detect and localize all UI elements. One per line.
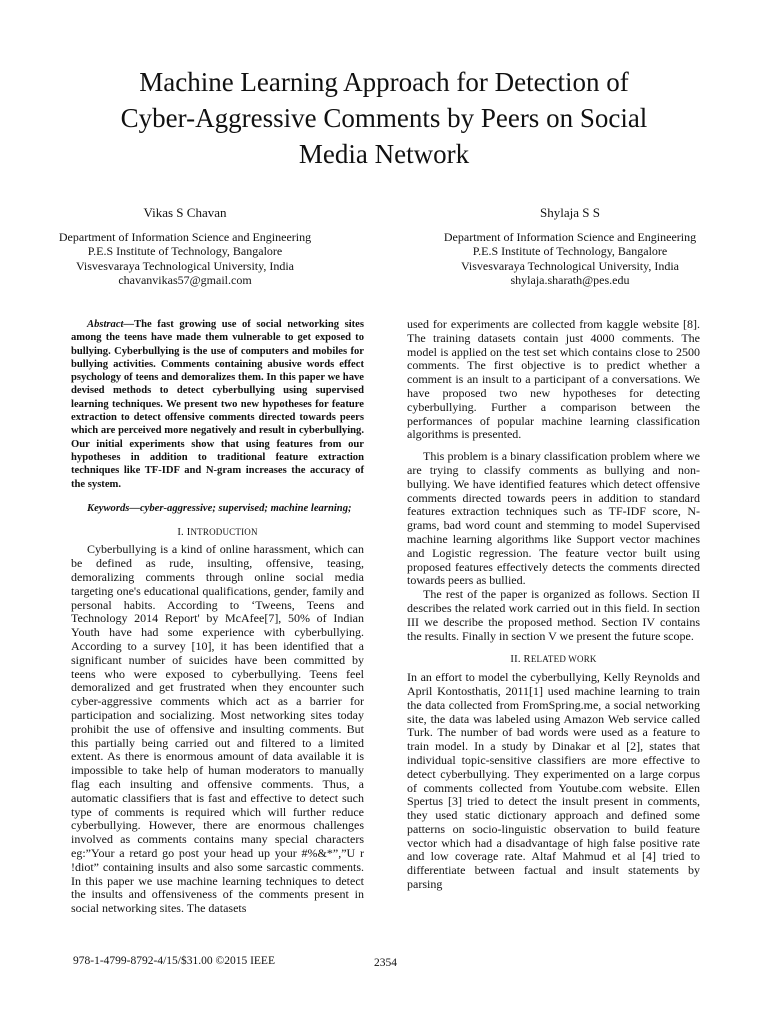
author-department: Department of Information Science and Engineering [58, 230, 312, 245]
footer-isbn: 978-1-4799-8792-4/15/$31.00 ©2015 IEEE [73, 955, 275, 967]
author-name: Vikas S Chavan [143, 205, 227, 220]
author-block-1 [15, 206, 355, 287]
related-paragraph-1: In an effort to model the cyberbullying, Kelly Reynolds and April Kontosthatis, 2011[1] used machine learning to train the data collected from FromSpring.me, a social networking site, the data was labeled using Amazon Web service called Turk. The number of bad words were used as a feature to train model. In a study by Dinakar et al [2], states that individual topic-sensitive classifiers are more effective to detect cyberbullying. They experimented on a large corpus of comments collected from Youtube.com website. Ellen Spertus [3] tried to detect the insult present in comments, they used static dictionary approach and defined some patterns on socio-linguistic observation to build feature vector which had a disadvantage of high false positive rate and low coverage rate. Altaf Mahmud et al [4] tried to differentiate between factual and insult statements by parsing [407, 670, 700, 892]
abstract-label: Abstract— [87, 319, 135, 330]
keywords: Keywords—cyber-aggressive; supervised; machine learning; [87, 502, 352, 514]
left-column [71, 318, 364, 916]
abstract-text: The fast growing use of social networking sites among the teens have made them vulnerable to get exposed to bullying. Cyberbullying is the use of computers and mobiles for bullying activities. Comments containing abusive words effect psychology of teens and demoralizes them. In this paper we have devised methods to detect cyberbullying using supervised learning techniques. We present two new hypotheses for feature extraction to detect offensive comments directed towards peers which are perceived more negatively and result in cyberbullying. Our initial experiments show that using features from our hypotheses in addition to traditional feature extraction techniques like TF-IDF and N-gram increases the accuracy of the system. [71, 319, 364, 490]
abstract [71, 318, 364, 491]
section-title: ELATED WORK [530, 654, 597, 665]
section-initial: R [523, 654, 531, 666]
section-initial: I [186, 526, 191, 538]
title-line-1: Machine Learning Approach for Detection of [139, 67, 629, 97]
page-number: 2354 [374, 957, 397, 969]
author-name: Shylaja S S [540, 205, 600, 220]
paper-title [60, 64, 708, 172]
section-number: II. [510, 654, 521, 666]
title-line-3: Media Network [298, 139, 470, 169]
section-number: I. [177, 526, 184, 538]
author-institute: P.E.S Institute of Technology, Bangalore [87, 244, 283, 259]
section-heading-introduction [71, 526, 364, 540]
author-email[interactable]: chavanvikas57@gmail.com [118, 272, 252, 287]
intro-paragraph-1: Cyberbullying is a kind of online harassment, which can be defined as rude, insulting, offensive, teasing, demoralizing comments through online social media targeting one's educational qualifications, gender, family and personal habits. According to ‘Tweens, Teens and Technology 2014 Report' by McAfee[7], 50% of Indian Youth have had some experience with cyberbullying. According to a survey [10], it has been identified that a significant number of suicides have been committed by teens who were exposed to cyberbullying. Teens feel demoralized and get frustrated when they encounter such cyber-aggressive comments which act as a barrier for participation and socializing. Most networking sites today prohibit the use of offensive and insulting comments. But this partially being carried out and filtered to a limited extent. As there is enormous amount of data available it is impossible to take help of human moderators to manually flag each insulting and offensive comments. Thus, a automatic classifiers that is fast and effective to detect such type of comments is required which will further reduce cyberbullying. However, there are enormous challenges involved as comments contains many special characters eg:”Your a retard go post your head up your #%&*”,”U r !diot” containing insults and also some sarcastic comments. In this paper we use machine learning techniques to detect the insults and offensiveness of the comments present in social networking sites. The datasets [71, 542, 364, 916]
author-institute: P.E.S Institute of Technology, Bangalore [472, 244, 668, 259]
right-column [407, 318, 700, 892]
title-line-2: Cyber-Aggressive Comments by Peers on Social [120, 103, 648, 133]
intro-paragraph-2: This problem is a binary classification problem where we are trying to classify comments as bullying and non-bullying. We have identified features which detect offensive comments directed towards peers in addition to standard features extraction techniques such as TF-IDF score, N-grams, bad word count and stemming to model Supervised machine learning algorithms like Support vector machines and Logistic regression. The feature vector built using proposed features effectively detects the comments directed towards peers as bullied. [407, 449, 700, 588]
author-university: Visvesvaraya Technological University, India [460, 258, 680, 273]
author-department: Department of Information Science and Engineering [443, 230, 697, 245]
section-title: NTRODUCTION [190, 526, 258, 537]
intro-paragraph-3: The rest of the paper is organized as follows. Section II describes the related work carried out in this field. In section III we describe the proposed method. Section IV contains the results. Finally in section V we present the future scope. [407, 587, 700, 643]
section-heading-related-work [407, 653, 700, 667]
author-block-2 [400, 206, 740, 287]
author-university: Visvesvaraya Technological University, India [75, 258, 295, 273]
intro-paragraph-1-continued: used for experiments are collected from kaggle website [8]. The training datasets contain just 4000 comments. The model is applied on the test set which contains close to 2500 comments. The first objective is to predict whether a comment is an insult to a participant of a conversations. We have proposed two new hypotheses for detecting cyberbullying. Further a comparison between the performances of popular machine learning classification algorithms is presented. [407, 317, 700, 442]
author-email[interactable]: shylaja.sharath@pes.edu [510, 272, 630, 287]
